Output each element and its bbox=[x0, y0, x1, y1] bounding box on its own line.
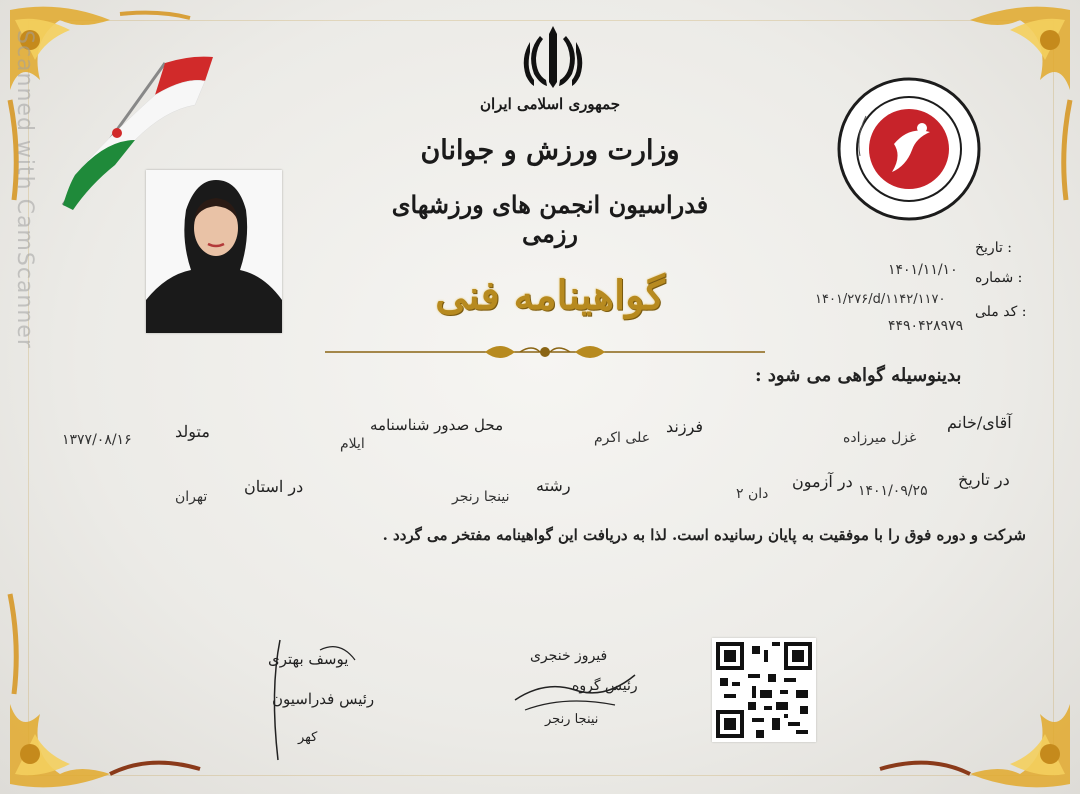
issue-place-label: محل صدور شناسنامه bbox=[370, 416, 504, 434]
corner-ornament-bottom-left bbox=[0, 584, 210, 794]
field-label: رشته bbox=[536, 476, 571, 495]
intro-text: بدینوسیله گواهی می شود : bbox=[755, 365, 962, 386]
on-date-label: در تاریخ bbox=[958, 470, 1010, 489]
honorific-label: آقای/خانم bbox=[947, 413, 1012, 432]
national-id-value: ۴۴۹۰۴۲۸۹۷۹ bbox=[888, 318, 964, 334]
republic-heading: جمهوری اسلامی ایران bbox=[479, 95, 621, 113]
closing-statement: شرکت و دوره فوق را با موفقیت به پایان رسانیده است. لذا به دریافت این گواهینامه مفتخر می گردد . bbox=[382, 526, 1026, 544]
certificate-title: گواهینامه فنی bbox=[435, 272, 665, 319]
left-signer-name: یوسف بهتری bbox=[268, 650, 349, 668]
center-signature-image bbox=[505, 660, 645, 720]
exam-date: ۱۴۰۱/۰۹/۲۵ bbox=[858, 483, 928, 499]
exam-label: در آزمون bbox=[792, 472, 853, 491]
federation-seal-logo bbox=[836, 76, 982, 222]
issue-place-value: ایلام bbox=[340, 436, 365, 452]
rank-value: دان ۲ bbox=[736, 486, 769, 502]
birth-date: ۱۳۷۷/۰۸/۱۶ bbox=[62, 432, 132, 448]
holder-name: غزل میرزاده bbox=[843, 430, 917, 446]
watermark-text: Scanned with CamScanner bbox=[12, 30, 37, 349]
left-signer-title: رئیس فدراسیون bbox=[272, 690, 375, 708]
province-value: تهران bbox=[175, 489, 208, 505]
center-signer-field: نینجا رنجر bbox=[545, 712, 599, 727]
ministry-heading: وزارت ورزش و جوانان bbox=[420, 135, 680, 166]
date-value: ۱۴۰۱/۱۱/۱۰ bbox=[888, 262, 958, 278]
iran-emblem-icon bbox=[520, 22, 586, 92]
number-value: ۱۴۰۱/۲۷۶/d/۱۱۴۲/۱۱۷۰ bbox=[815, 292, 946, 307]
holder-photo bbox=[146, 170, 282, 333]
center-signer-title: رئیس گروه bbox=[572, 678, 638, 694]
number-label: شماره : bbox=[975, 270, 1023, 286]
national-id-label: کد ملی : bbox=[975, 304, 1027, 320]
corner-ornament-bottom-right bbox=[870, 584, 1080, 794]
child-of-label: فرزند bbox=[666, 417, 704, 436]
province-label: در استان bbox=[244, 477, 304, 496]
verification-qr-code bbox=[712, 638, 816, 742]
left-signature-image bbox=[260, 630, 370, 770]
father-name: علی اکرم bbox=[594, 430, 651, 446]
field-value: نینجا رنجر bbox=[452, 489, 510, 505]
center-signer-name: فیروز خنجری bbox=[530, 648, 608, 664]
left-signer-extra: کهر bbox=[298, 730, 318, 745]
born-label: متولد bbox=[175, 422, 210, 441]
title-divider-ornament bbox=[325, 340, 765, 364]
date-label: تاریخ : bbox=[975, 240, 1013, 256]
federation-heading: فدراسیون انجمن های ورزشهای رزمی bbox=[391, 190, 709, 248]
